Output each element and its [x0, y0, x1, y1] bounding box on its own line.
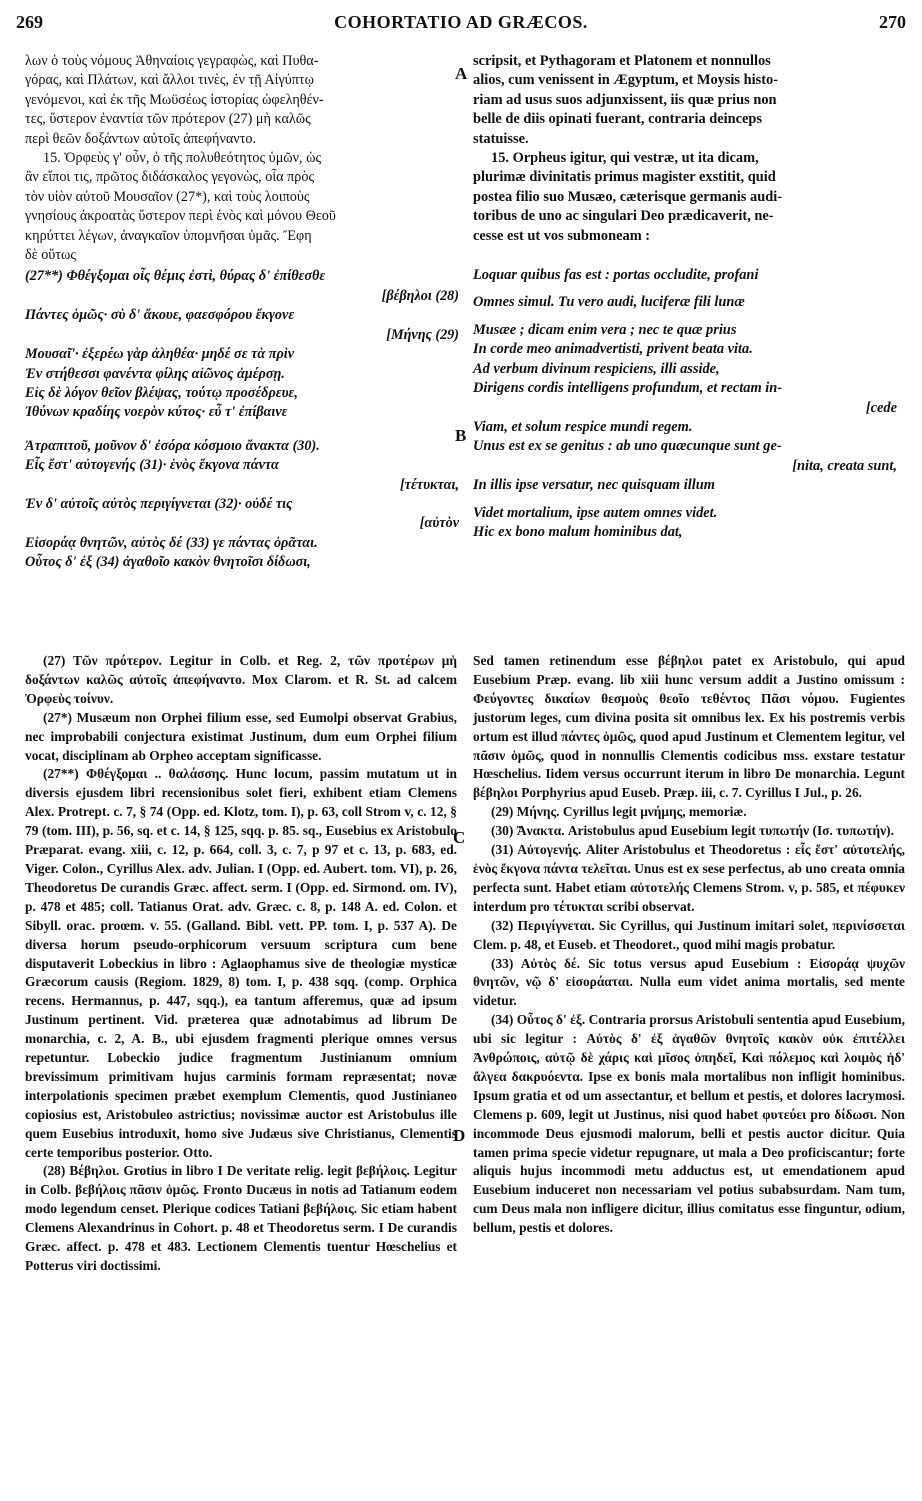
greek-line: τὸν υἱὸν αὐτοῦ Μουσαῖον (27*), καὶ τοὺς λοιποὺς — [25, 188, 310, 205]
latin-line: plurimæ divinitatis primus magister exstitit, quid — [473, 169, 776, 186]
latin-line: belle de diis opinati fuerant, contraria deinceps — [473, 111, 763, 128]
footnote: Sed tamen retinendum esse βέβηλοι patet ex Aristobulo, qui apud Eusebium Præp. evang. lib xiii hunc versum addit a Justino omissum : Φεύγοντες δικαίων θεσμοὺς θεοῖο τεθέντος Πᾶσι νόμου. Fugientes justorum leges, cum divina posita sit omnibus lex. Ex his postremis verbis ortum est illud πάντες ὁμῶς, quod apud Justinum et Clementem legitur, vel πᾶσιν ὁμῶς, quod in nonnullis Clementis codicibus mss. exstare testatur Hœschelius. Iidem versus occurrunt iterum in libro De monarchia. Legunt βέβηλοι Porphyrius apud Euseb. Præp. iii, c. 7. Cyrillus I Jul., p. 26. — [473, 653, 905, 801]
greek-line: γνησίους ἀκροατὰς ὕστερον περὶ ἑνὸς καὶ μόνου Θεοῦ — [25, 208, 336, 225]
latin-verse-line: In corde meo animadvertisti, privent beata vita. — [473, 341, 753, 358]
latin-line: riam ad usus suos adjunxissent, iis quæ prius non — [473, 91, 777, 108]
latin-line: postea filio suo Musæo, cæterisque germanis audi- — [473, 188, 782, 205]
latin-verse-line: [nita, creata sunt, — [792, 457, 897, 474]
footnote: (27) Τῶν πρότερον. Legitur in Colb. et Reg. 2, τῶν προτέρων μὴ δοξάντων καλῶς αὐτοῖς ἀπεφήναντο. Mox Clarom. et R. St. ad calcem Ὀρφεὺς τοίνυν. — [25, 653, 457, 706]
margin-marker-b: B — [455, 426, 467, 445]
footnote: (27*) Musæum non Orphei filium esse, sed Eumolpi observat Grabius, nec improbabili conjectura existimat Justinum, dum eum Orphei filium vocat, disciplinam ab Orpheo acceptam significasse. — [25, 709, 457, 763]
latin-verse-line: Ad verbum divinum respiciens, illi asside, — [473, 360, 720, 377]
greek-line: τες, ὕστερον ἐναντία τῶν πρότερον (27) μὴ καλῶς — [25, 111, 311, 128]
greek-verse-line: Ἀτραπιτοῦ, μοῦνον δ' ἐσόρα κόσμοιο ἄνακτα (30). — [25, 437, 320, 454]
latin-verse-line: [cede — [865, 399, 897, 416]
greek-verse-line: [Μήνης (29) — [386, 326, 459, 343]
greek-verse-line: [αὐτὸν — [419, 515, 459, 532]
greek-line: λων ὁ τοὺς νόμους Ἀθηναίοις γεγραφὼς, καὶ Πυθα- — [25, 53, 319, 69]
greek-verse-line: Ἐν δ' αὐτοῖς αὐτὸς περιγίγνεται (32)· οὐδέ τις — [25, 495, 293, 512]
greek-verse-line: Εἰσοράᾳ θνητῶν, αὐτὸς δέ (33) γε πάντας ὁρᾶται. — [25, 534, 318, 551]
latin-verse-block — [473, 266, 903, 542]
latin-verse-line: Videt mortalium, ipse autem omnes videt. — [473, 504, 718, 521]
footnote: (31) Αὐτογενής. Aliter Aristobulus et Theodoretus : εἷς ἔστ' αὐτοτελής, ἑνὸς ἔκγονα πάντα τελεῖται. Unus est ex sese perfectus, ab uno creata omnia perfecta sunt. Habet etiam αὐτοτελής Clemens Strom. v, p. 585, et πέφυκεν interdum pro τέτυκται scribi observat. — [473, 842, 905, 914]
footnotes-left-column — [25, 652, 457, 1276]
latin-line: toribus de uno ac singulari Deo prædicaverit, ne- — [473, 208, 774, 225]
greek-verse-line: Οὗτος δ' ἐξ (34) ἀγαθοῖο κακὸν θνητοῖσι δίδωσι, — [25, 554, 311, 571]
latin-line: statuisse. — [473, 130, 529, 147]
greek-verse-line: Ἰθύνων κραδίης νοερὸν κύτος· εὖ τ' ἐπίβαινε — [25, 404, 288, 421]
footnote: (33) Αὐτὸς δέ. Sic totus versus apud Eusebium : Εἰσοράᾳ ψυχῶν θνητῶν, νῷ δ' εἰσοράαται. Nulla eum videt anima mortalis, sed mente videtur. — [473, 955, 905, 1009]
latin-verse-line: Hic ex bono malum hominibus dat, — [473, 523, 683, 540]
greek-verse-block — [25, 267, 465, 572]
greek-line: 15. Ὀρφεὺς γ' οὖν, ὁ τῆς πολυθεότητος ὑμῶν, ὡς — [43, 150, 322, 167]
greek-verse-line: [τέτυκται, — [399, 476, 459, 493]
greek-verse-line: Εἰς δὲ λόγον θεῖον βλέψας, τούτῳ προσέδρευε, — [25, 384, 298, 401]
greek-line: ἂν εἴποι τις, πρῶτος διδάσκαλος γεγονὼς, οἷα πρὸς — [25, 169, 315, 186]
footnote: (34) Οὗτος δ' ἐξ. Contraria prorsus Aristobuli sententia apud Eusebium, ubi sic legitur : Αὐτὸς δ' ἐξ ἀγαθῶν θνητοῖς κακὸν οὐκ ἐπιτέλλει Ἀνθρώποις, αὐτῷ δὲ χάρις καὶ μῖσος ὀπηδεῖ, Καὶ πόλεμος καὶ λοιμὸς ἠδ' ἄλγεα δακρυόεντα. Ipse ex bonis mala mortalibus non infligit hominibus. Ipsum gratia et od um assectantur, et bellum et pestis, et dolores lacrymosi. Clemens p. 609, legit ut Justinus, nisi quod habet φυτεύει pro δίδωσι. Non incommode Deus ejusmodi malorum, belli et pestis auctor dicitur. Quia tamen prima specie videtur repugnare, ut mala a Deo proficiscantur; forte aliquis hujus incommodi metu adductus est, ut emendationem apud Eusebium induceret non necessariam vel potius subabsurdam. Nam tum, cum Deus mala non infligere dicitur, illius comitatus esse finguntur, odium, bellum, pestis et dolores. — [473, 1012, 905, 1236]
running-title: COHORTATIO AD GRÆCOS. — [334, 12, 588, 32]
latin-verse-line: Omnes simul. Tu vero audi, luciferæ fili lunæ — [473, 294, 745, 311]
greek-line: δὲ οὕτως — [25, 247, 76, 264]
greek-line: κηρύττει λέγων, ἀναγκαῖον ὑπομνῆσαι ὑμᾶς. Ἔφη — [25, 227, 312, 244]
greek-verse-line: Πάντες ὁμῶς· σὺ δ' ἄκουε, φαεσφόρου ἔκγονε — [25, 307, 295, 324]
latin-text-column — [473, 52, 903, 542]
latin-line: scripsit, et Pythagoram et Platonem et nonnullos — [473, 53, 771, 69]
greek-verse-line: (27**) Φθέγξομαι οἷς θέμις ἐστὶ, θύρας δ' ἐπίθεσθε — [25, 268, 326, 285]
footnote: (30) Ἄνακτα. Aristobulus apud Eusebium legit τυπωτήν (Ισ. τυπωτήν). — [491, 823, 894, 839]
latin-verse-line: Loquar quibus fas est : portas occludite, profani — [473, 267, 759, 284]
greek-text-column — [25, 52, 468, 573]
latin-verse-line: Viam, et solum respice mundi regem. — [473, 418, 693, 435]
greek-line: γόρας, καὶ Πλάτων, καὶ ἄλλοι τινὲς, ἐν τῇ Αἰγύπτῳ — [25, 72, 314, 89]
greek-line: περὶ θεῶν δοξάντων αὐτοῖς ἀπεφήναντο. — [25, 130, 257, 147]
latin-verse-line: In illis ipse versatur, nec quisquam illum — [473, 477, 715, 494]
page-number-left: 269 — [16, 12, 43, 32]
latin-verse-line: Unus est ex se genitus : ab uno quæcunque sunt ge- — [473, 438, 782, 455]
greek-verse-line: Εἷς ἔστ' αὐτογενής (31)· ἑνὸς ἔκγονα πάντα — [25, 457, 279, 474]
latin-verse-line: Dirigens cordis intelligens profundum, et rectam in- — [473, 380, 783, 397]
footnote: (32) Περιγίγνεται. Sic Cyrillus, qui Justinum imitari solet, περινίσσεται Clem. p. 48, et Euseb. et Theodoret., quod mihi magis probatur. — [473, 917, 905, 952]
margin-marker-c: C — [453, 828, 466, 847]
footnotes-right-column — [473, 652, 905, 1238]
running-header — [16, 12, 906, 38]
latin-line: alios, cum venissent in Ægyptum, et Moysis histo- — [473, 72, 779, 89]
latin-line: cesse est ut vos submoneam : — [473, 227, 651, 244]
footnote: (29) Μήνης. Cyrillus legit μνήμης, memoriæ. — [491, 804, 747, 820]
footnote: (28) Βέβηλοι. Grotius in libro I De veritate relig. legit βεβήλοις. Legitur in Colb. βεβήλοις πᾶσιν ὁμῶς. Fronto Ducæus in notis ad Tatianum eodem modo legendum censet. Plerique codices Tatiani βεβήλοις. Sic etiam habent Clemens Alexandrinus in Cohort. p. 48 et Theodoretus serm. I De curandis Græc. affect. p. 478 et 483. Lectionem Clementis tuentur Hœschelius et Potterus viri doctissimi. — [25, 1163, 457, 1273]
latin-line: 15. Orpheus igitur, qui vestræ, ut ita dicam, — [491, 150, 759, 167]
margin-marker-a: A — [455, 64, 468, 83]
greek-verse-line: Ἐν στήθεσσι φανέντα φίλης αἰῶνος ἀμέρσῃ. — [25, 365, 285, 382]
page-number-right: 270 — [879, 12, 906, 32]
latin-verse-line: Musæe ; dicam enim vera ; nec te quæ prius — [473, 321, 737, 338]
greek-line: γενόμενοι, καὶ ἐκ τῆς Μωϋσέως ἱστορίας ὠφεληθέν- — [25, 91, 324, 108]
greek-verse-line: Μουσαῖ'· ἐξερέω γὰρ ἀληθέα· μηδέ σε τὰ πρὶν — [25, 346, 295, 363]
footnote: (27**) Φθέγξομαι .. θαλάσσης. Hunc locum, passim mutatum ut in diversis ejusdem libri recensionibus solet fieri, exhibent etiam Clemens Alex. Protrept. c. 7, § 74 (Opp. ed. Klotz, tom. I), p. 63, coll Strom v, c. 12, § 79 (tom. III), p. 56, sq. et c. 14, § 125, sqq. p. 85. sq., Eusebius ex Aristobulo Præparat. evang. xiii, c. 12, p. 664, coll. 3, c. 7, p 97 et c. 13, p. 683, ed. Viger. Colon., Cyrillus Alex. adv. Julian. I (Opp. ed. Aubert. tom. VI), p. 26, Theodoretus De curandis Græc. affect. serm. I (Opp. ed. Sirmond. om. IV), p. 478 et 485; coll. Tatianus Orat. adv. Græc. c. 8, p. 148 A. ed. Colon. et Sibyll. orac. proœm. v. 55. (Galland. Bibl. vett. PP. tom. I, p. 537 A). De diversa horum pseudo-orphicorum versuum scriptura cum bene disputaverit Lobeckius in libro : Aglaophamus sive de theologiæ mysticæ Græcorum causis (Regiom. 1829, 8) tom. I, p. 438 sqq. (comp. Orphica recens. Hermannus, p. 447, sqq.), ea tantum afferemus, quæ ad ipsum Justinum pertinent. Vid. præterea quæ adnotabimus ad librum De monarchia, c. 2, A. B., ubi ejusdem fragmenti plerique omnes versus repetuntur. Lobeckio judice fragmentum Justinianum omnium brevissimum primitivam hujus carminis formam repræsentat; novæ interpolationis specimen præbet exemplum Clementis, quod Justinianeo copiosius est, Aristobuleo astrictius; novissimæ auctor est Aristobulus ille quem Eusebius introduxit, homo sive Judæus sive Christianus, Clementis certe temporibus posterior. Otto. — [25, 766, 457, 1160]
margin-marker-d: D — [453, 1126, 466, 1145]
greek-verse-line: [βέβηλοι (28) — [381, 287, 459, 304]
